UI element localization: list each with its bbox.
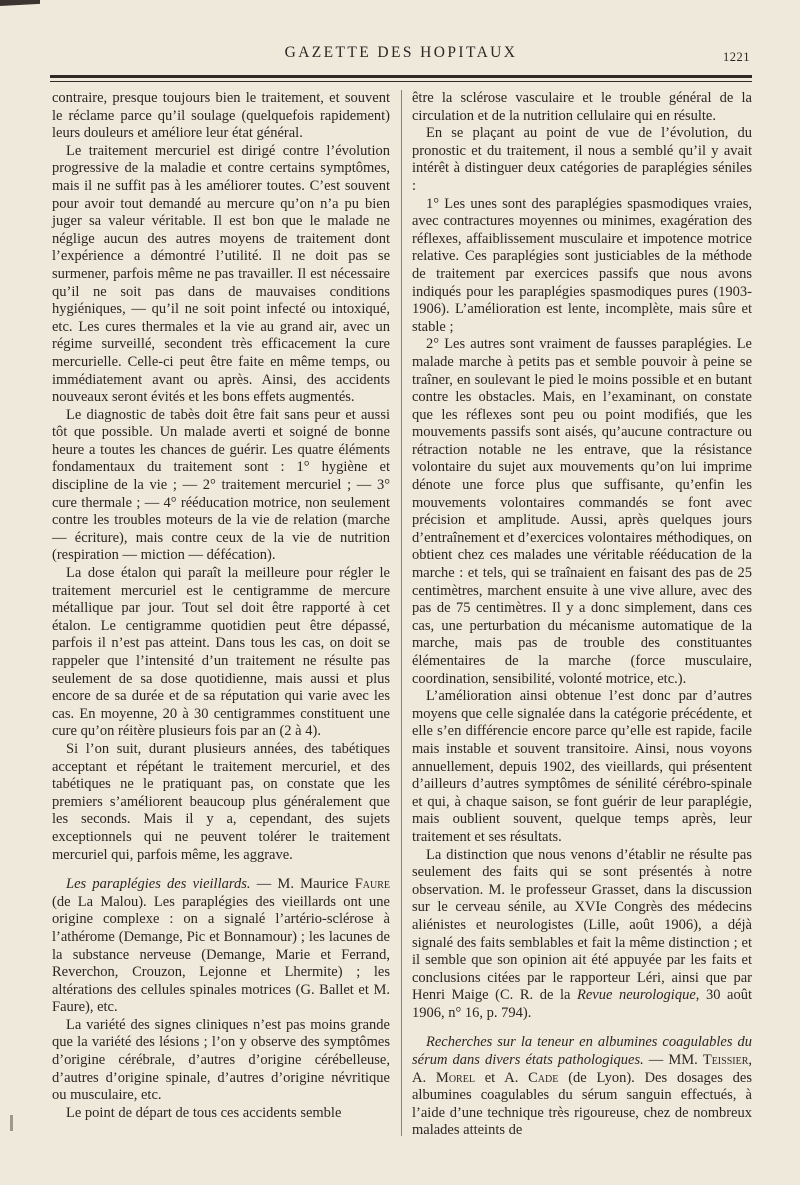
paragraph: être la sclérose vasculaire et le trouble général de la circulation et de la nutrition cellulaire qui en résulte. <box>412 90 752 124</box>
margin-mark <box>10 1115 13 1131</box>
author-prefix: — MM. <box>643 1052 703 1069</box>
section-paraplegies <box>52 876 390 1017</box>
paragraph: Le diagnostic de tabès doit être fait sans peur et aussi tôt que possible. Un malade averti et soigné de bonne heure a toutes les chances de guérir. Les quatre éléments fondamentaux du traitement sont : 1° hygiène et discipline de la vie ; — 2° traitement mercuriel ; — 3° cure thermale ; — 4° rééducation motrice, non seulement contre les troubles moteurs de la vie de relation (marche — écriture), mais contre ceux de la vie de nutrition (respiration — miction — défécation). <box>52 406 390 564</box>
section-title: Recherches sur la teneur en albumines coagulables du sérum dans divers états pathologiques. <box>412 1034 752 1069</box>
paragraph: 1° Les unes sont des paraplégies spasmodiques vraies, avec contractures moyennes ou minimes, exagération des réflexes, affaiblissement musculaire et impotence motrice relative. Ces paraplégies sont justiciables de la méthode de traitement par exercices passifs que nous avons indiqués pour les paraplégies spasmodiques pures (1903-1906). L’amélioration est lente, incomplète, mais sûre et stable ; <box>412 195 752 335</box>
author-sep: , A. <box>412 1052 752 1086</box>
author-prefix: — M. Maurice <box>250 876 355 893</box>
paragraph: La variété des signes cliniques n’est pas moins grande que la variété des lésions ; l’on y observe des symptômes d’origine cérébrale, d’autres d’origine cérébelleuse, d’autres d’origine spinale, d’autres d’origine névritique ou musculaire, etc. <box>52 1016 390 1104</box>
page-number: 1221 <box>723 50 750 64</box>
author-name: Teissier <box>702 1052 749 1069</box>
header-rule-thin <box>50 81 752 82</box>
section-title: Les paraplégies des vieillards. <box>66 876 251 893</box>
paragraph: 2° Les autres sont vraiment de fausses paraplégies. Le malade marche à petits pas et semble pouvoir à peine se traîner, en soulevant le pied le moins possible et en butant contre les obstacles. Mais, en l’examinant, on constate que les réflexes sont peu ou point modifiés, que les mouvements passifs sont aisés, qu’aucune contracture ou rétraction notable ne les entrave, que la résistance volontaire du sujet aux mouvements qu’on lui imprime dénote une force plus que suffisante, qu’enfin les mouvements volontaires commandés se font avec précision et amplitude. Aussi, après quelques jours d’entraînement et d’exercices volontaires méthodiques, on obtient chez ces malades une véritable rééducation de la marche : et tels, qui se traînaient en faisant des pas de 25 centimètres, marchent ensuite à une vive allure, avec des pas de 75 centimètres. Il y a donc simplement, dans ces cas, une perturbation du mécanisme automatique de la marche, mais pas de trouble des constituantes élémentaires de la marche (force musculaire, coordination, sensibilité, volonté motrice, etc.). <box>412 336 752 687</box>
paragraph: Si l’on suit, durant plusieurs années, des tabétiques acceptant et répétant le traitement mercuriel, et des tabétiques ne le pratiquant pas, on constate que les premiers s’améliorent beaucoup plus généralement que les seconds. Mais il y a, cependant, des sujets exceptionnels qui ne peuvent tolérer le traitement mercuriel qui, parfois même, les aggrave. <box>52 740 390 863</box>
author-name: Morel <box>435 1069 475 1086</box>
author-sep: et A. <box>474 1069 529 1086</box>
page-header <box>50 44 752 72</box>
paragraph: Le point de départ de tous ces accidents semble <box>66 1104 342 1121</box>
left-column <box>52 90 390 1122</box>
paragraph <box>412 847 752 1023</box>
journal-title: GAZETTE DES HOPITAUX <box>284 44 518 61</box>
paragraph: En se plaçant au point de vue de l’évolution, du pronostic et du traitement, il nous a semblé qu’il y avait intérêt à distinguer deux catégories de paraplégies séniles : <box>412 125 752 194</box>
section-body: (de La Malou). Les paraplégies des vieillards ont une origine complexe : on a signalé l’artério-sclérose à l’athérome (Demange, Pic et Bonnamour) ; les lacunes de la substance nerveuse (Demange, Marie et Ferrand, Reverchon, Crouzon, Lejonne et Lhermite) ; les altérations des cellules spinales motrices (G. Ballet et M. Faure), etc. <box>52 893 390 1016</box>
section-body: (de Lyon). Des dosages des albumines coagulables du sérum sanguin effectués, à l’aide d’une technique très rigoureuse, chez de nombreux malades atteints de <box>412 1069 752 1139</box>
paragraph: La dose étalon qui paraît la meilleure pour régler le traitement mercuriel est le centigramme de mercure métallique par jour. Tout sel doit être rapporté à cet étalon. Le centigramme quotidien peut être dépassé, parfois il n’est pas atteint. Dans tous les cas, on doit se rappeler que l’intensité d’un traitement ne résulte pas seulement de sa dose quotidienne, mais aussi et plus encore de sa durée et de sa réputation qui varie avec les cas. En moyenne, 20 à 30 centigrammes constituent une cure qu’on réitère plusieurs fois par an (2 à 4). <box>52 565 390 740</box>
section-albumines <box>412 1034 752 1140</box>
header-rule-thick <box>50 75 752 78</box>
paragraph-text: La distinction que nous venons d’établir ne résulte pas seulement des faits qui se sont présentés à notre observation. M. le professeur Grasset, dans la discussion sur le cerveau sénile, au XVIe Congrès des médecins aliénistes et neurologistes (Lille, août 1906), a déjà signalé des faits semblables et fait la même distinction ; et il semble que son opinion ait été appuyée par les faits et conclusions citées par le rapporteur Léri, ainsi que par Henri Maige (C. R. de la <box>412 846 752 1004</box>
paragraph: L’amélioration ainsi obtenue l’est donc par d’autres moyens que celle signalée dans la catégorie précédente, et elle s’en différencie encore parce qu’elle est rapide, facile mais instable et souvent transitoire. Ainsi, nous voyons annuellement, depuis 1902, des vieillards, qui présentent d’ailleurs d’autres symptômes de sénilité cérébro-spinale et qui, à chaque saison, se font guérir de leur paraplégie, mais oublient souvent, quelque temps après, leur traitement et ses résultats. <box>412 688 752 845</box>
paragraph-text-end: , 30 août 1906, n° 16, p. 794). <box>412 987 752 1021</box>
corner-mark <box>0 0 40 6</box>
paragraph: contraire, presque toujours bien le traitement, et souvent le réclame parce qu’il soulage (quelquefois rapidement) leurs douleurs et améliore leur état général. <box>52 90 390 142</box>
paragraph: Le traitement mercuriel est dirigé contre l’évolution progressive de la maladie et contre certains symptômes, mais il ne suffit pas à les améliorer toutes. C’est souvent pour avoir tout demandé au mercure qu’on n’a pu bien juger sa valeur véritable. Il est bon que le malade ne néglige aucun des autres moyens de traitement dont l’expérience a démontré l’utilité. Il ne doit pas se surmener, parfois même ne pas travailler. Il est nécessaire qu’il ne soit pas dans de mauvaises conditions hygiéniques, — qu’il ne soit point infecté ou intoxiqué, etc. Les cures thermales et la vie au grand air, avec un régime surveillé, secondent très efficacement la cure mercurielle. Celle-ci peut être faite en même temps, ou immédiatement avant ou après. Ainsi, des accidents nouveaux seront évités et les bons effets augmentés. <box>52 142 390 406</box>
right-column <box>412 90 752 1140</box>
author-name: Faure <box>354 876 391 893</box>
column-divider <box>401 90 402 1136</box>
author-name: Cade <box>528 1069 559 1086</box>
journal-name: Revue neurologique <box>577 987 696 1004</box>
